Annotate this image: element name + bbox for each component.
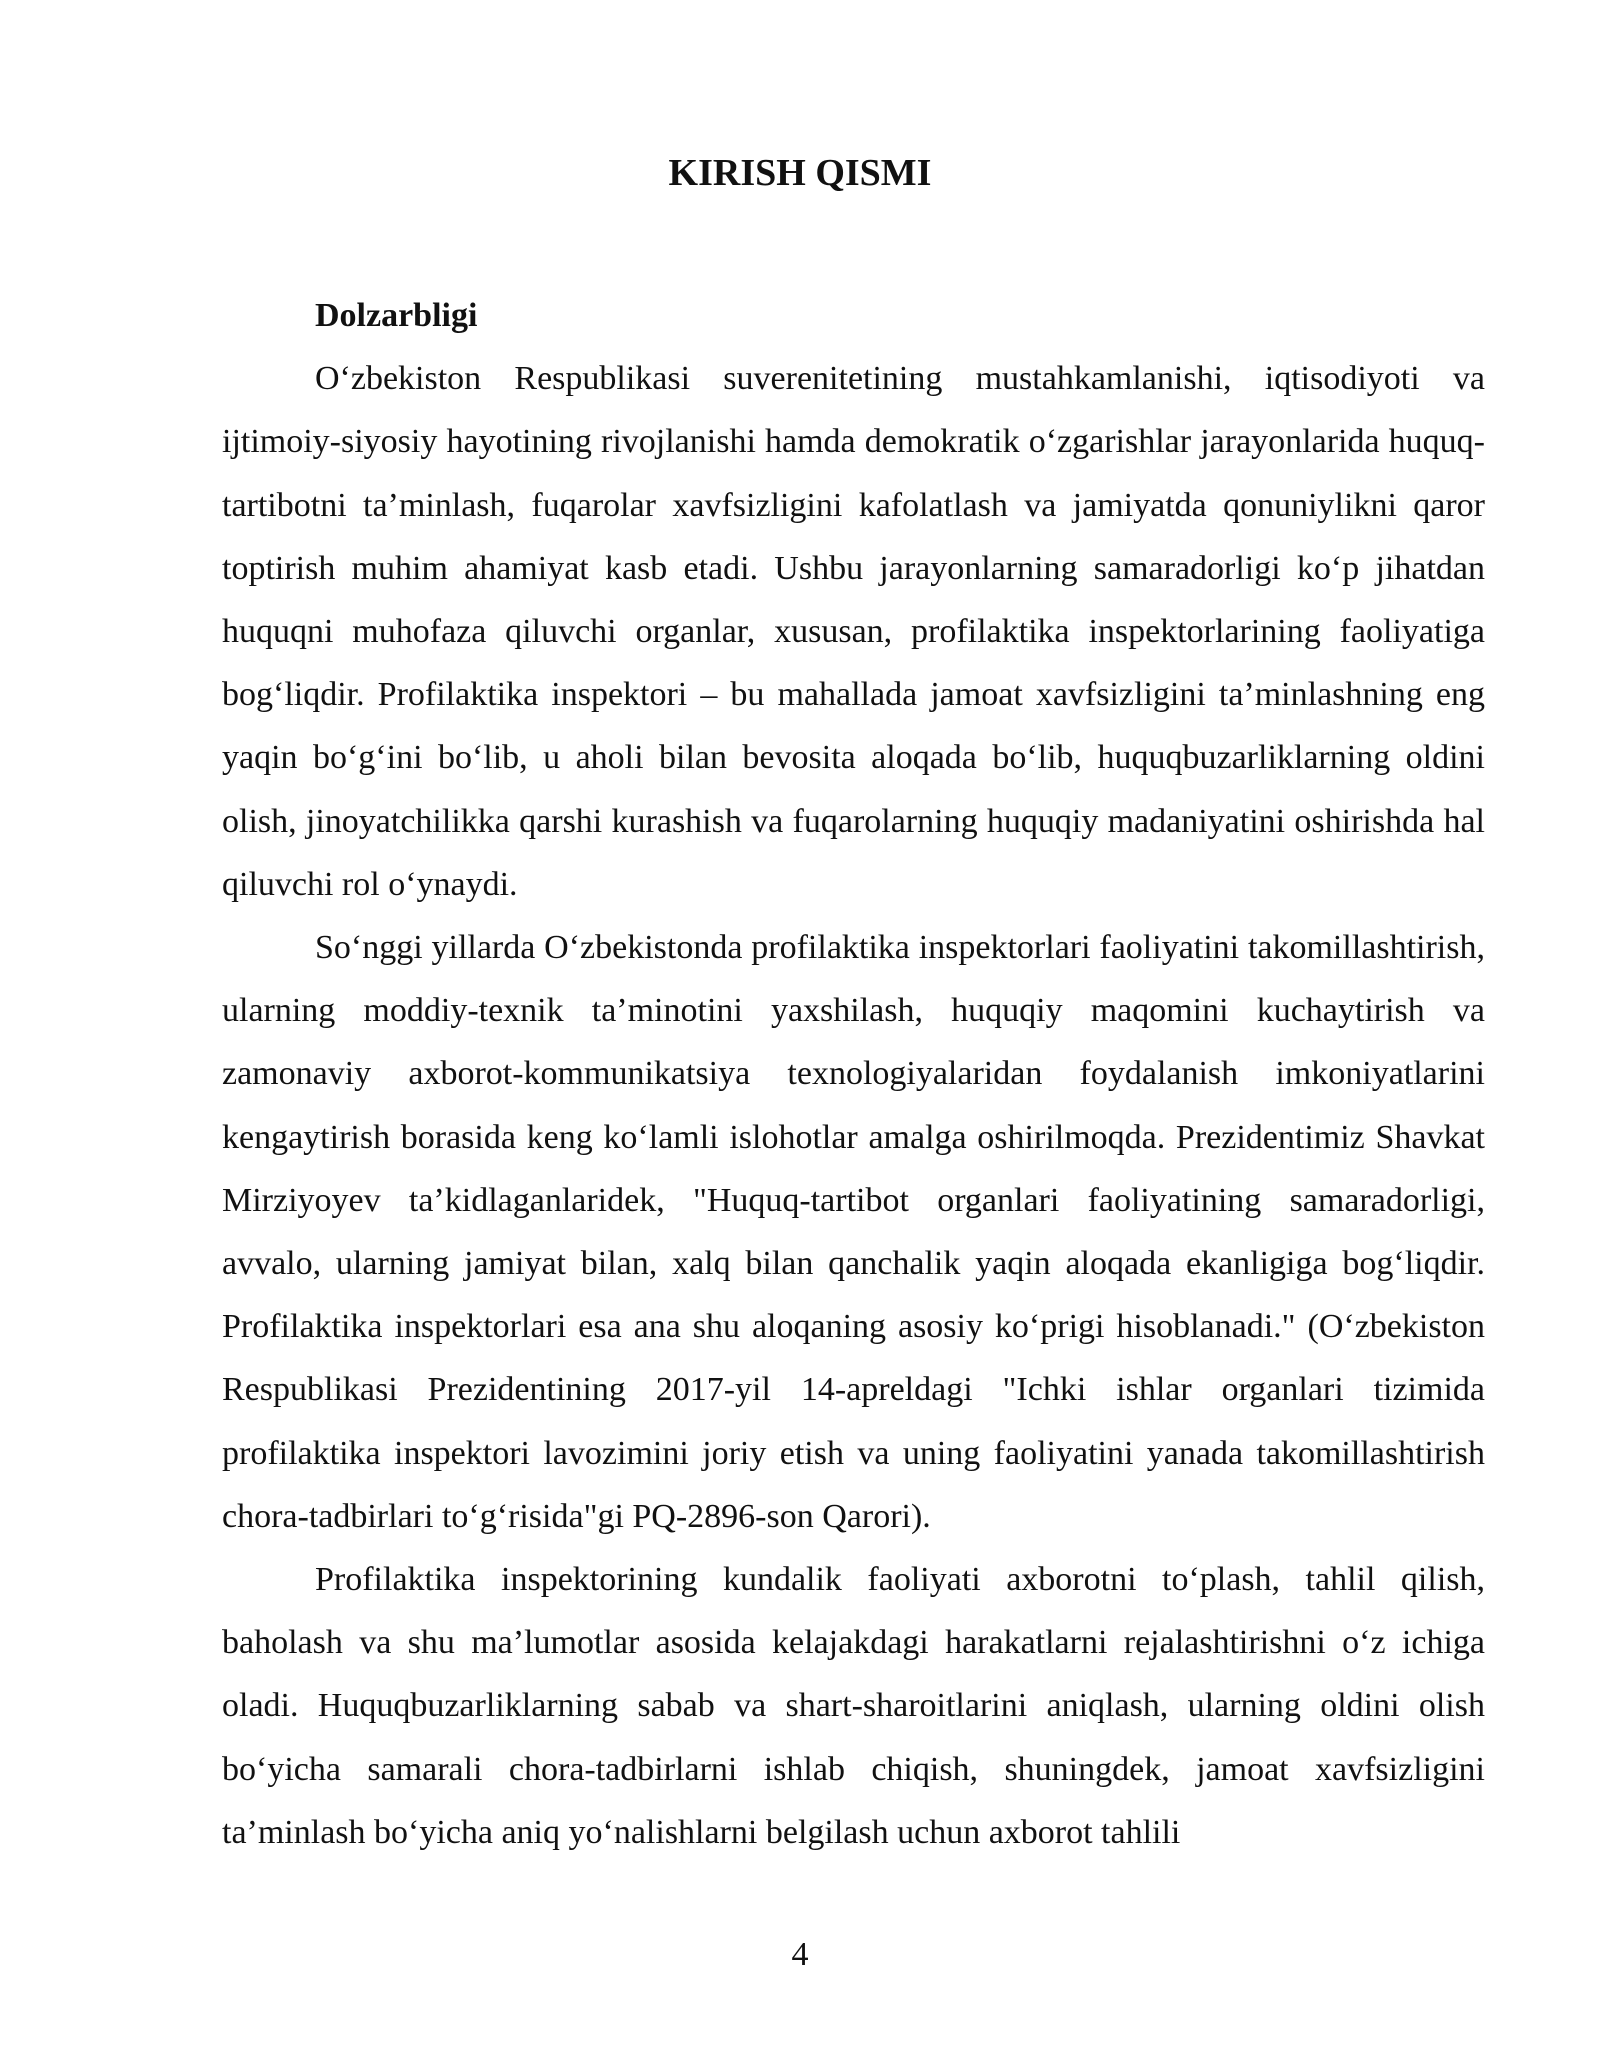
paragraph-3: Profilaktika inspektorining kundalik faoliyati axborotni to‘plash, tahlil qilish, baholash va shu ma’lumotlar asosida kelajakdagi harakatlarni rejalashtirishni o‘z ichiga oladi. Huquqbuzarliklarning sabab va shart-sharoitlarini aniqlash, ularning oldini olish bo‘yicha samarali chora-tadbirlarni ishlab chiqish, shuningdek, jamoat xavfsizligini ta’minlash bo‘yicha aniq yo‘nalishlarni belgilash uchun axborot tahlili xyxy=(222,1561,1485,1851)
page-number: 4 xyxy=(791,1936,809,1973)
page-title: KIRISH QISMI xyxy=(668,152,932,194)
paragraph-1: O‘zbekiston Respublikasi suverenitetining mustahkamlanishi, iqtisodiyoti va ijtimoiy-siyosiy hayotining rivojlanishi hamda demokratik o‘zgarishlar jarayonlarida huquq-tartibotni ta’minlash, fuqarolar xavfsizligini kafolatlash va jamiyatda qonuniylikni qaror toptirish muhim ahamiyat kasb etadi. Ushbu jarayonlarning samaradorligi ko‘p jihatdan huquqni muhofaza qiluvchi organlar, xususan, profilaktika inspektorlarining faoliyatiga bog‘liqdir. Profilaktika inspektori – bu mahallada jamoat xavfsizligini ta’minlashning eng yaqin bo‘g‘ini bo‘lib, u aholi bilan bevosita aloqada bo‘lib, huquqbuzarliklarning oldini olish, jinoyatchilikka qarshi kurashish va fuqarolarning huquqiy madaniyatini oshirishda hal qiluvchi rol o‘ynaydi. xyxy=(222,360,1485,903)
section-heading: Dolzarbligi xyxy=(315,297,478,334)
document-body xyxy=(222,284,1485,1864)
paragraph-2: So‘nggi yillarda O‘zbekistonda profilaktika inspektorlari faoliyatini takomillashtirish, ularning moddiy-texnik ta’minotini yaxshilash, huquqiy maqomini kuchaytirish va zamonaviy axborot-kommunikatsiya texnologiyalaridan foydalanish imkoniyatlarini kengaytirish borasida keng ko‘lamli islohotlar amalga oshirilmoqda. Prezidentimiz Shavkat Mirziyoyev ta’kidlaganlaridek, "Huquq-tartibot organlari faoliyatining samaradorligi, avvalo, ularning jamiyat bilan, xalq bilan qanchalik yaqin aloqada ekanligiga bog‘liqdir. Profilaktika inspektorlari esa ana shu aloqaning asosiy ko‘prigi hisoblanadi." (O‘zbekiston Respublikasi Prezidentining 2017-yil 14-apreldagi "Ichki ishlar organlari tizimida profilaktika inspektori lavozimini joriy etish va uning faoliyatini yanada takomillashtirish chora-tadbirlari to‘g‘risida"gi PQ-2896-son Qarori). xyxy=(222,929,1485,1535)
